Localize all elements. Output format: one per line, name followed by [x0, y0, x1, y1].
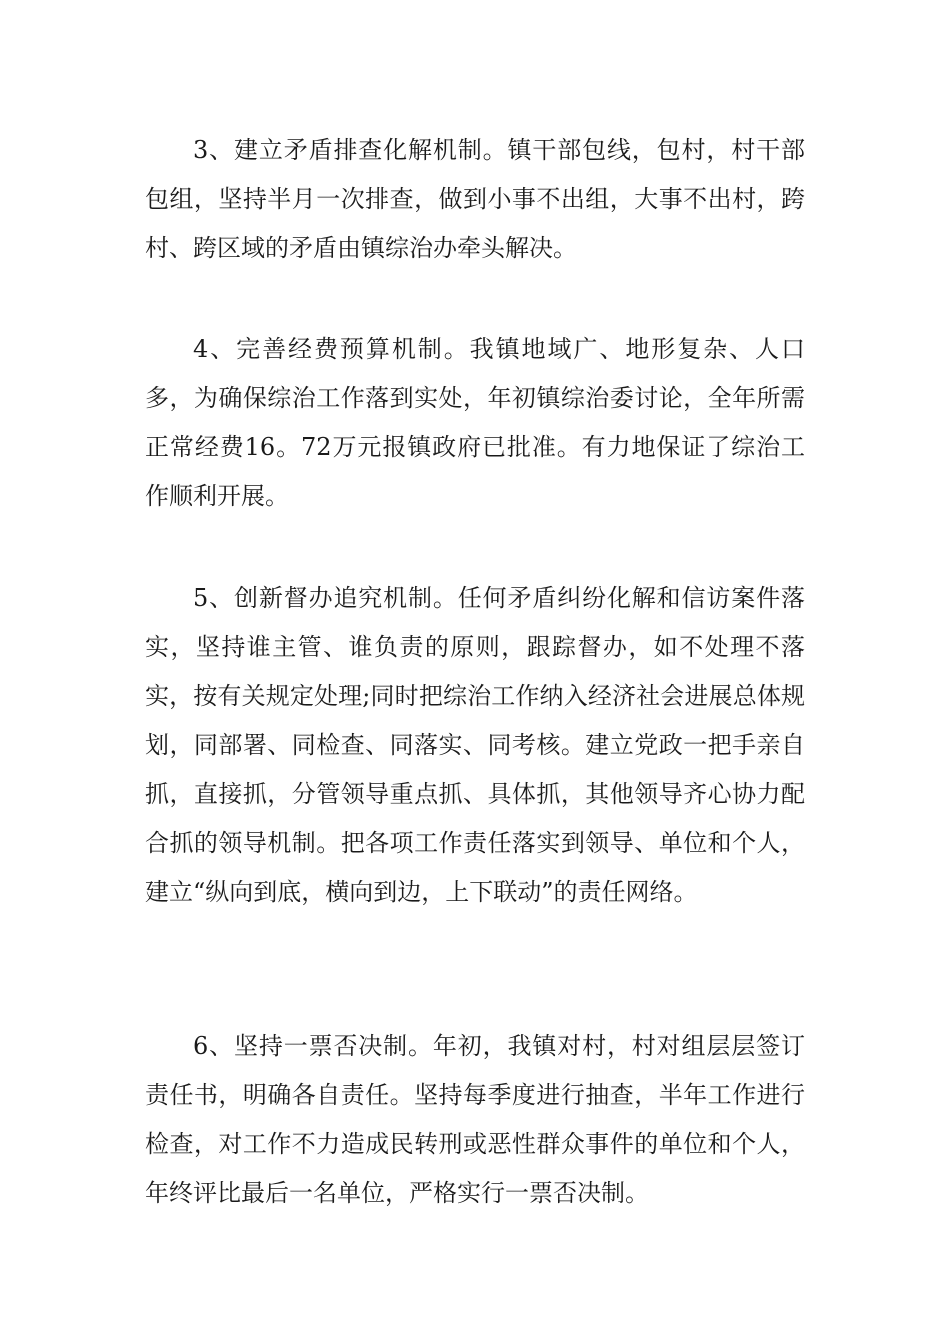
paragraph-4-budget-mechanism: 4、完善经费预算机制。我镇地域广、地形复杂、人口多，为确保综治工作落到实处，年初镇综治委讨论，全年所需正常经费16。72万元报镇政府已批准。有力地保证了综治工作顺利开展。: [145, 335, 805, 510]
paragraph-6-veto-system: 6、坚持一票否决制。年初，我镇对村，村对组层层签订责任书，明确各自责任。坚持每季度进行抽查，半年工作进行检查，对工作不力造成民转刑或恶性群众事件的单位和个人，年终评比最后一名单位，严格实行一票否决制。: [145, 1032, 805, 1207]
paragraph-5-supervision-mechanism: 5、创新督办追究机制。任何矛盾纠纷化解和信访案件落实，坚持谁主管、谁负责的原则，跟踪督办，如不处理不落实，按有关规定处理;同时把综治工作纳入经济社会进展总体规划，同部署、同检查、同落实、同考核。建立党政一把手亲自抓，直接抓，分管领导重点抓、具体抓，其他领导齐心协力配合抓的领导机制。把各项工作责任落实到领导、单位和个人，建立“纵向到底，横向到边，上下联动”的责任网络。: [145, 584, 805, 906]
paragraph-3-conflict-mechanism: 3、建立矛盾排查化解机制。镇干部包线，包村，村干部包组，坚持半月一次排查，做到小事不出组，大事不出村，跨村、跨区域的矛盾由镇综治办牵头解决。: [145, 136, 805, 262]
